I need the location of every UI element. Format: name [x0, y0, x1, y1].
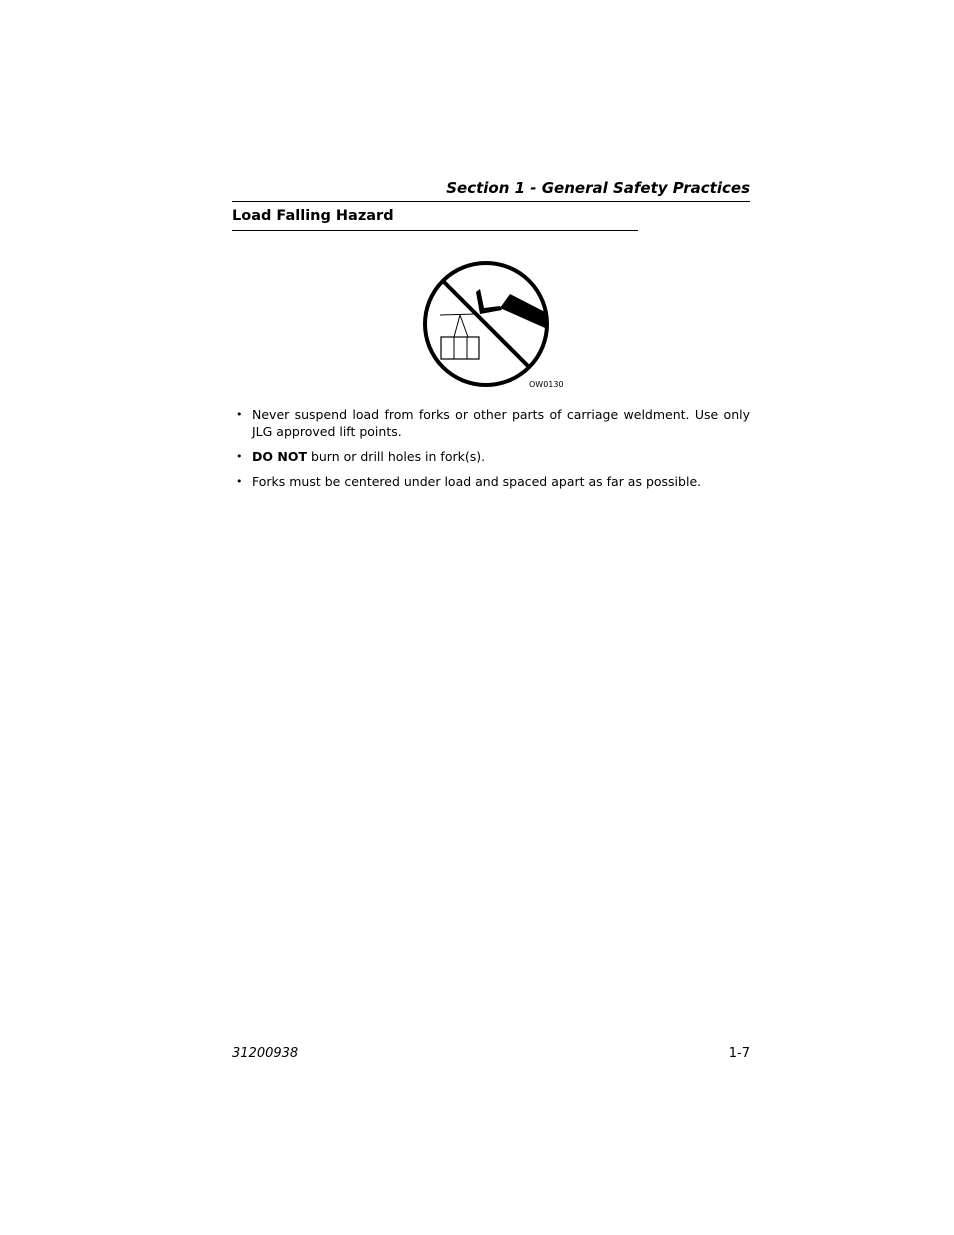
safety-bullet-list [232, 406, 750, 498]
bullet-bold-prefix: DO NOT [252, 449, 307, 464]
section-header: Section 1 - General Safety Practices [232, 178, 750, 202]
figure-id-label: OW0130 [529, 380, 564, 389]
bullet-dot: • [236, 475, 243, 488]
bullet-dot: • [236, 450, 243, 463]
no-suspended-load-prohibition-icon [420, 258, 550, 388]
page-number: 1-7 [728, 1046, 750, 1061]
list-item [232, 448, 750, 465]
list-item [232, 473, 750, 490]
hazard-figure [420, 258, 570, 392]
bullet-text: Never suspend load from forks or other parts of carriage weldment. Use only JLG approved lift points. [252, 407, 750, 439]
bullet-dot: • [236, 408, 243, 421]
list-item [232, 406, 750, 440]
bullet-text: burn or drill holes in fork(s). [306, 449, 486, 464]
document-number: 31200938 [232, 1046, 299, 1061]
subsection-title: Load Falling Hazard [232, 206, 638, 231]
bullet-text: Forks must be centered under load and spaced apart as far as possible. [252, 474, 702, 489]
